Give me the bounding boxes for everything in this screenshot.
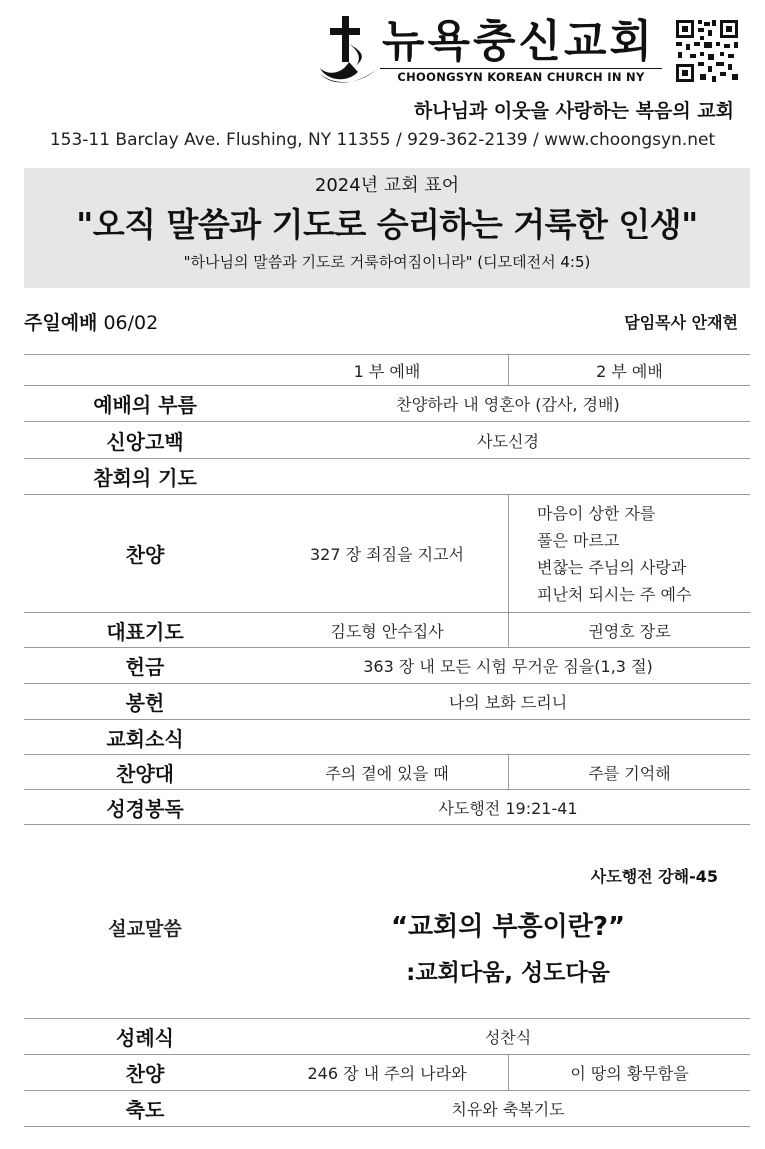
service-date: 06/02 bbox=[97, 312, 159, 334]
annual-motto-banner bbox=[24, 168, 750, 288]
table-row-benediction bbox=[24, 1091, 750, 1127]
banner-year-label: 2024년 교회 표어 bbox=[314, 175, 460, 196]
sermon-label: 설교말씀 bbox=[108, 918, 182, 940]
second-service-praise-list bbox=[508, 495, 750, 612]
table-row-sacrament bbox=[24, 1019, 750, 1055]
row-value: 사도신경 bbox=[477, 431, 539, 451]
sermon-section bbox=[24, 830, 750, 1018]
row-label: 축도 bbox=[125, 1098, 165, 1122]
row-value: 나의 보화 드리니 bbox=[448, 693, 568, 712]
first-service-hymn: 327 장 죄짐을 지고서 bbox=[310, 545, 464, 564]
cross-ship-logo-icon bbox=[318, 14, 380, 86]
praise-song: 변찮는 주님의 사랑과 bbox=[537, 557, 687, 577]
closing-order bbox=[24, 1018, 750, 1127]
table-row-closing-hymn bbox=[24, 1055, 750, 1091]
sermon-series: 사도행전 강해-45 bbox=[590, 867, 718, 886]
row-label: 찬양 bbox=[125, 1062, 165, 1086]
table-row-call-to-worship bbox=[24, 386, 750, 422]
table-row-church-news bbox=[24, 720, 750, 755]
row-value: 치유와 축복기도 bbox=[451, 1100, 565, 1119]
table-row-creed bbox=[24, 422, 750, 459]
first-service-header: 1 부 예배 bbox=[353, 361, 421, 381]
service-name: 주일예배 bbox=[24, 312, 98, 334]
church-motto: 하나님과 이웃을 사랑하는 복음의 교회 bbox=[413, 100, 734, 122]
table-row-choir bbox=[24, 755, 750, 790]
first-service-prayer: 김도형 안수집사 bbox=[330, 621, 444, 641]
second-service-prayer: 권영호 장로 bbox=[508, 613, 750, 647]
first-service-choir: 주의 곁에 있을 때 bbox=[325, 763, 449, 783]
table-row-praise bbox=[24, 495, 750, 613]
row-label: 찬양대 bbox=[116, 761, 174, 786]
service-title bbox=[24, 308, 158, 335]
row-label: 찬양 bbox=[125, 543, 165, 567]
church-name-english: CHOONGSYN KOREAN CHURCH IN NY bbox=[380, 68, 662, 86]
order-of-worship bbox=[24, 354, 750, 825]
church-logo bbox=[318, 14, 670, 86]
row-label: 봉헌 bbox=[125, 691, 165, 715]
row-value: 찬양하라 내 영혼아 (감사, 경배) bbox=[396, 395, 620, 414]
table-row-scripture-reading bbox=[24, 790, 750, 825]
second-service-closing-hymn: 이 땅의 황무함을 bbox=[508, 1055, 750, 1090]
table-row-dedication bbox=[24, 684, 750, 720]
first-service-closing-hymn: 246 장 내 주의 나라와 bbox=[307, 1064, 467, 1083]
bulletin-header bbox=[0, 0, 765, 160]
table-row-header bbox=[24, 355, 750, 386]
table-row-offering bbox=[24, 648, 750, 684]
row-value: 363 장 내 모든 시험 무거운 짐을(1,3 절) bbox=[363, 657, 653, 676]
praise-song: 풀은 마르고 bbox=[537, 530, 620, 550]
service-info bbox=[24, 306, 750, 336]
sermon-title: “교회의 부흥이란?” bbox=[390, 912, 626, 942]
qr-code-icon[interactable] bbox=[674, 18, 740, 84]
table-row-representative-prayer bbox=[24, 613, 750, 648]
praise-song: 마음이 상한 자를 bbox=[537, 503, 656, 523]
banner-slogan: "오직 말씀과 기도로 승리하는 거룩한 인생" bbox=[76, 205, 698, 244]
church-address: 153-11 Barclay Ave. Flushing, NY 11355 / 929-362-2139 / www.choongsyn.net bbox=[49, 130, 716, 150]
row-label: 교회소식 bbox=[106, 726, 184, 751]
senior-pastor: 담임목사 안재현 bbox=[624, 313, 738, 332]
row-label: 예배의 부름 bbox=[93, 393, 197, 417]
praise-song: 피난처 되시는 주 예수 bbox=[537, 584, 692, 604]
sermon-subtitle: :교회다움, 성도다움 bbox=[406, 960, 610, 986]
row-label: 헌금 bbox=[125, 655, 165, 679]
row-value: 사도행전 19:21-41 bbox=[438, 798, 578, 818]
church-name: 뉴욕충신교회 bbox=[382, 16, 656, 67]
row-label: 성례식 bbox=[116, 1026, 174, 1050]
row-value: 성찬식 bbox=[484, 1028, 532, 1047]
row-label: 신앙고백 bbox=[106, 429, 184, 454]
second-service-header: 2 부 예배 bbox=[508, 355, 750, 385]
row-label: 참회의 기도 bbox=[93, 466, 197, 490]
second-service-choir: 주를 기억해 bbox=[508, 755, 750, 789]
row-label: 성경봉독 bbox=[106, 796, 184, 821]
banner-verse: "하나님의 말씀과 기도로 거룩하여짐이니라" (디모데전서 4:5) bbox=[183, 253, 591, 271]
table-row-prayer-of-repentance bbox=[24, 459, 750, 495]
row-label: 대표기도 bbox=[106, 619, 184, 644]
